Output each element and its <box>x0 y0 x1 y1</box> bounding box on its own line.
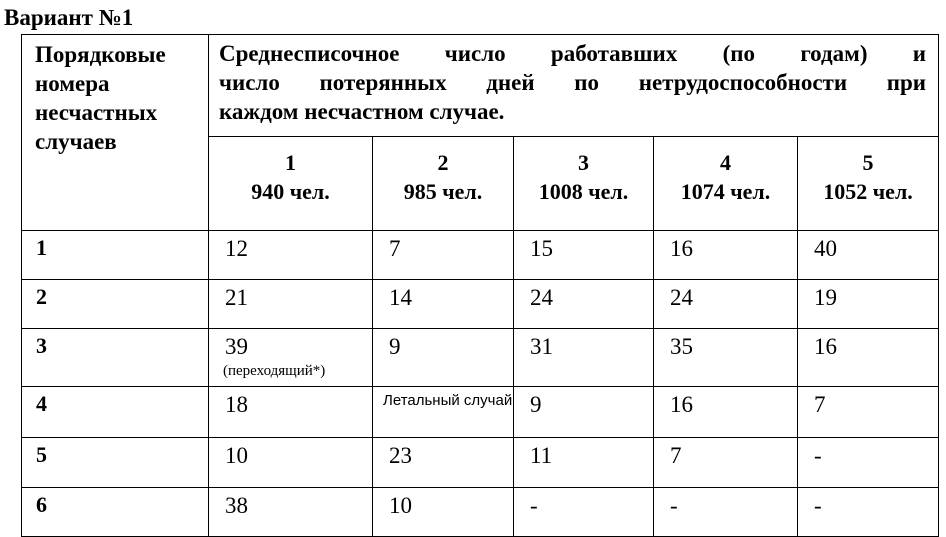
days-cell <box>209 329 373 387</box>
days-cell: 10 <box>209 438 373 488</box>
page-title: Вариант №1 <box>4 5 134 30</box>
header-line: номера <box>35 71 110 96</box>
year-header <box>373 137 514 231</box>
table-row <box>22 280 939 329</box>
days-cell: 14 <box>373 280 514 329</box>
days-cell: 10 <box>373 488 514 537</box>
year-people: 1008 чел. <box>538 179 629 204</box>
days-cell: - <box>654 488 798 537</box>
days-cell: 15 <box>514 231 654 280</box>
year-people: 1074 чел. <box>680 179 771 204</box>
year-header <box>654 137 798 231</box>
days-cell: 9 <box>514 387 654 438</box>
year-number: 3 <box>578 150 589 175</box>
year-number: 4 <box>720 150 731 175</box>
year-header <box>798 137 939 231</box>
header-line: каждом несчастном случае. <box>219 99 505 124</box>
days-cell: 40 <box>798 231 939 280</box>
year-header <box>209 137 373 231</box>
days-cell: 21 <box>209 280 373 329</box>
days-cell: 18 <box>209 387 373 438</box>
days-cell: - <box>798 438 939 488</box>
fatal-case-cell: Летальный случай <box>373 387 514 438</box>
days-cell: - <box>514 488 654 537</box>
header-line: Порядковые <box>35 42 166 67</box>
days-value: 39 <box>225 334 248 359</box>
table-row <box>22 438 939 488</box>
year-people: 940 чел. <box>251 179 330 204</box>
days-cell: 7 <box>798 387 939 438</box>
header-line: случаев <box>35 129 117 154</box>
days-cell: - <box>798 488 939 537</box>
case-number: 6 <box>22 488 209 537</box>
case-number: 1 <box>22 231 209 280</box>
days-cell: 7 <box>654 438 798 488</box>
days-cell: 23 <box>373 438 514 488</box>
table-row <box>22 488 939 537</box>
table-row <box>22 387 939 438</box>
header-case-number <box>22 35 209 231</box>
days-cell: 35 <box>654 329 798 387</box>
header-line: несчастных <box>35 100 158 125</box>
days-cell: 24 <box>514 280 654 329</box>
days-cell: 24 <box>654 280 798 329</box>
year-number: 5 <box>862 150 874 175</box>
table-row <box>22 329 939 387</box>
days-cell: 9 <box>373 329 514 387</box>
table-row <box>22 231 939 280</box>
days-cell: 16 <box>654 231 798 280</box>
year-number: 2 <box>437 150 449 175</box>
year-header <box>514 137 654 231</box>
case-number: 3 <box>22 329 209 387</box>
year-people: 1052 чел. <box>823 179 913 204</box>
carryover-note: (переходящий*) <box>223 363 326 379</box>
days-cell: 38 <box>209 488 373 537</box>
year-number: 1 <box>285 150 296 175</box>
case-number: 4 <box>22 387 209 438</box>
days-cell: 11 <box>514 438 654 488</box>
data-table <box>21 34 939 537</box>
case-number: 5 <box>22 438 209 488</box>
days-cell: 16 <box>654 387 798 438</box>
case-number: 2 <box>22 280 209 329</box>
header-description <box>209 35 939 137</box>
header-line: число потерянных дней по нетрудоспособности при <box>219 70 927 95</box>
days-cell: 7 <box>373 231 514 280</box>
year-people: 985 чел. <box>403 179 483 204</box>
days-cell: 12 <box>209 231 373 280</box>
days-cell: 31 <box>514 329 654 387</box>
header-line: Среднесписочное число работавших (по годам) и <box>219 41 927 66</box>
days-cell: 16 <box>798 329 939 387</box>
days-cell: 19 <box>798 280 939 329</box>
